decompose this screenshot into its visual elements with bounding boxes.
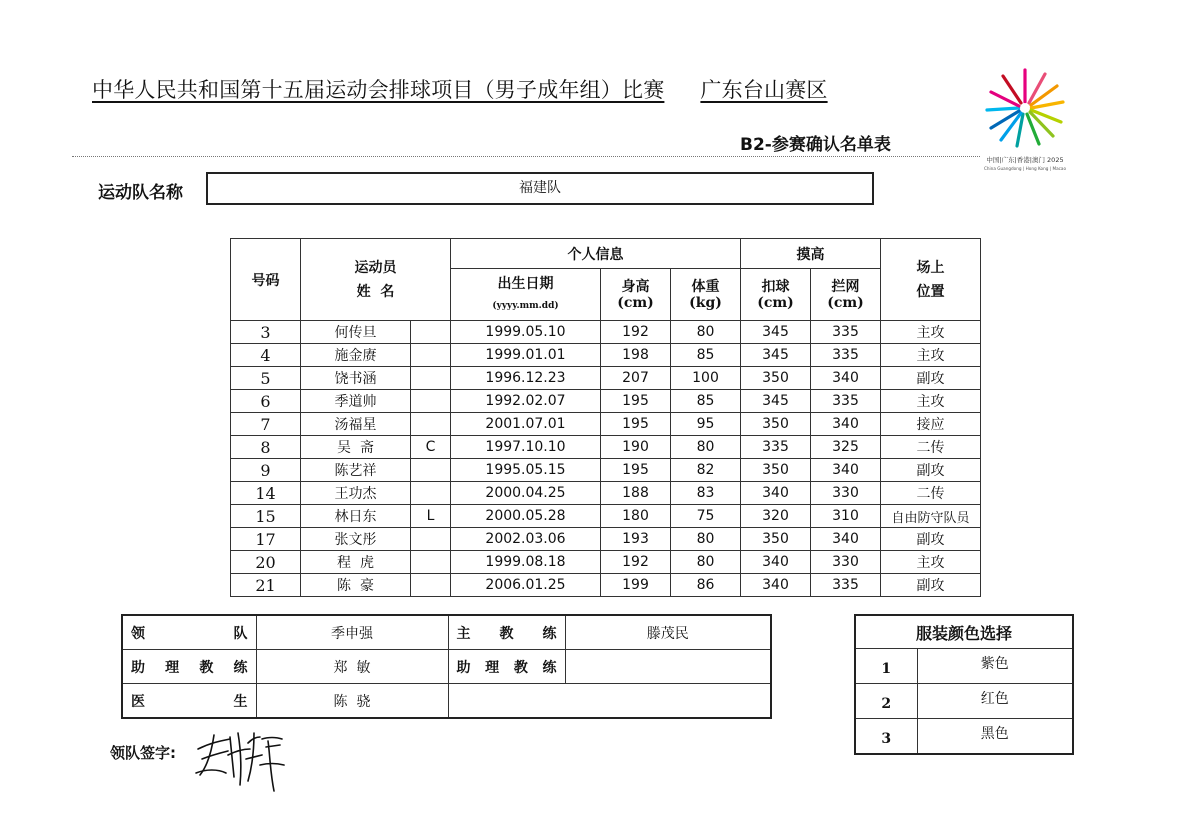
player-position: 副攻 — [881, 367, 981, 390]
assistant-coach-label: 助 理 教 练 — [122, 650, 256, 684]
player-name: 饶书涵 — [301, 367, 411, 390]
player-weight: 86 — [671, 574, 741, 597]
player-block-reach: 335 — [811, 344, 881, 367]
header-block: 拦网 (cm) — [811, 269, 881, 321]
player-height: 195 — [601, 459, 671, 482]
player-mark — [411, 459, 451, 482]
dotted-divider — [72, 156, 980, 157]
player-spike-reach: 335 — [741, 436, 811, 459]
player-height: 195 — [601, 390, 671, 413]
player-number: 7 — [231, 413, 301, 436]
player-birth-date: 1999.08.18 — [451, 551, 601, 574]
player-name: 张文彤 — [301, 528, 411, 551]
team-name-label: 运动队名称 — [98, 183, 183, 203]
player-position: 主攻 — [881, 551, 981, 574]
player-mark — [411, 528, 451, 551]
leader-name: 季申强 — [256, 615, 448, 650]
uniform-color-row — [855, 649, 1073, 684]
player-number: 3 — [231, 321, 301, 344]
player-position: 二传 — [881, 482, 981, 505]
player-position: 自由防守队员 — [881, 505, 981, 528]
header-weight: 体重 (kg) — [671, 269, 741, 321]
player-weight: 83 — [671, 482, 741, 505]
player-weight: 80 — [671, 528, 741, 551]
player-height: 190 — [601, 436, 671, 459]
head-coach-label: 主 教 练 — [448, 615, 565, 650]
table-row — [231, 574, 981, 597]
table-row — [231, 321, 981, 344]
header-reach: 摸高 — [741, 239, 881, 269]
player-height: 188 — [601, 482, 671, 505]
leader-signature-label: 领队签字: — [110, 744, 176, 762]
player-position: 接应 — [881, 413, 981, 436]
header-personal-info: 个人信息 — [451, 239, 741, 269]
player-name: 程 虎 — [301, 551, 411, 574]
player-number: 17 — [231, 528, 301, 551]
player-height: 180 — [601, 505, 671, 528]
player-name: 施金赓 — [301, 344, 411, 367]
staff-table — [121, 614, 772, 719]
player-name: 王功杰 — [301, 482, 411, 505]
logo-caption: 中国|广东|香港|澳门 2025 — [986, 156, 1064, 164]
header-spike: 扣球 (cm) — [741, 269, 811, 321]
player-block-reach: 330 — [811, 551, 881, 574]
uniform-color-row — [855, 684, 1073, 719]
uniform-color-name: 黑色 — [917, 719, 1073, 755]
player-spike-reach: 340 — [741, 482, 811, 505]
player-spike-reach: 345 — [741, 321, 811, 344]
doctor-label: 医 生 — [122, 684, 256, 719]
leader-signature — [190, 715, 300, 795]
player-mark — [411, 551, 451, 574]
player-block-reach: 335 — [811, 390, 881, 413]
assistant-coach-2-name — [565, 650, 771, 684]
table-row — [231, 459, 981, 482]
player-height: 207 — [601, 367, 671, 390]
player-weight: 80 — [671, 551, 741, 574]
uniform-color-table — [854, 614, 1074, 755]
player-mark — [411, 413, 451, 436]
logo-caption-en: China Guangdong | Hong Kong | Macao — [983, 166, 1067, 171]
table-row — [231, 344, 981, 367]
player-weight: 100 — [671, 367, 741, 390]
page-title — [92, 74, 867, 104]
staff-empty-cell — [448, 684, 771, 719]
player-weight: 85 — [671, 390, 741, 413]
player-birth-date: 1996.12.23 — [451, 367, 601, 390]
player-weight: 95 — [671, 413, 741, 436]
games-logo-icon — [975, 58, 1075, 178]
player-number: 6 — [231, 390, 301, 413]
table-row — [231, 482, 981, 505]
player-block-reach: 340 — [811, 413, 881, 436]
player-position: 主攻 — [881, 321, 981, 344]
player-block-reach: 330 — [811, 482, 881, 505]
player-weight: 82 — [671, 459, 741, 482]
uniform-color-row — [855, 719, 1073, 755]
player-birth-date: 1995.05.15 — [451, 459, 601, 482]
player-weight: 80 — [671, 321, 741, 344]
player-block-reach: 310 — [811, 505, 881, 528]
header-number: 号码 — [231, 239, 301, 321]
player-number: 9 — [231, 459, 301, 482]
form-code: B2-参赛确认名单表 — [740, 135, 891, 155]
player-mark — [411, 482, 451, 505]
doctor-name: 陈 骁 — [256, 684, 448, 719]
player-height: 198 — [601, 344, 671, 367]
header-position: 场上 位置 — [881, 239, 981, 321]
player-birth-date: 2002.03.06 — [451, 528, 601, 551]
leader-label: 领 队 — [122, 615, 256, 650]
player-spike-reach: 340 — [741, 574, 811, 597]
player-number: 4 — [231, 344, 301, 367]
header-height: 身高 (cm) — [601, 269, 671, 321]
player-weight: 85 — [671, 344, 741, 367]
uniform-color-name: 红色 — [917, 684, 1073, 719]
player-position: 副攻 — [881, 528, 981, 551]
player-birth-date: 1999.01.01 — [451, 344, 601, 367]
player-name: 陈 豪 — [301, 574, 411, 597]
player-spike-reach: 350 — [741, 413, 811, 436]
player-number: 8 — [231, 436, 301, 459]
roster-table — [230, 238, 981, 597]
player-name: 陈艺祥 — [301, 459, 411, 482]
player-spike-reach: 320 — [741, 505, 811, 528]
title-left: 中华人民共和国第十五届运动会排球项目（男子成年组）比赛 — [92, 78, 665, 102]
table-row — [231, 505, 981, 528]
player-name: 季道帅 — [301, 390, 411, 413]
header-birth-date: 出生日期 (yyyy.mm.dd) — [451, 269, 601, 321]
player-block-reach: 340 — [811, 459, 881, 482]
player-mark — [411, 321, 451, 344]
table-row — [231, 390, 981, 413]
player-birth-date: 2000.04.25 — [451, 482, 601, 505]
player-height: 192 — [601, 321, 671, 344]
header-athlete-name: 运动员 姓 名 — [301, 239, 451, 321]
uniform-color-number: 2 — [855, 684, 917, 719]
table-row — [231, 551, 981, 574]
player-height: 192 — [601, 551, 671, 574]
player-number: 5 — [231, 367, 301, 390]
player-mark — [411, 390, 451, 413]
assistant-coach-name: 郑 敏 — [256, 650, 448, 684]
head-coach-name: 滕茂民 — [565, 615, 771, 650]
player-number: 15 — [231, 505, 301, 528]
games-logo — [975, 58, 1075, 178]
uniform-color-title: 服装颜色选择 — [855, 615, 1073, 649]
player-name: 汤福星 — [301, 413, 411, 436]
team-name-field: 福建队 — [206, 172, 874, 205]
player-mark: L — [411, 505, 451, 528]
player-number: 21 — [231, 574, 301, 597]
player-mark: C — [411, 436, 451, 459]
player-weight: 75 — [671, 505, 741, 528]
uniform-color-number: 3 — [855, 719, 917, 755]
player-name: 何传旦 — [301, 321, 411, 344]
player-birth-date: 1997.10.10 — [451, 436, 601, 459]
table-row — [231, 436, 981, 459]
player-weight: 80 — [671, 436, 741, 459]
player-spike-reach: 350 — [741, 459, 811, 482]
player-name: 吴 斋 — [301, 436, 411, 459]
player-block-reach: 340 — [811, 367, 881, 390]
player-position: 二传 — [881, 436, 981, 459]
player-mark — [411, 574, 451, 597]
player-position: 副攻 — [881, 574, 981, 597]
table-row — [231, 528, 981, 551]
player-height: 199 — [601, 574, 671, 597]
player-spike-reach: 350 — [741, 367, 811, 390]
player-height: 195 — [601, 413, 671, 436]
uniform-color-number: 1 — [855, 649, 917, 684]
player-mark — [411, 367, 451, 390]
player-block-reach: 335 — [811, 321, 881, 344]
player-name: 林日东 — [301, 505, 411, 528]
player-mark — [411, 344, 451, 367]
player-height: 193 — [601, 528, 671, 551]
player-birth-date: 2006.01.25 — [451, 574, 601, 597]
title-right: 广东台山赛区 — [700, 78, 828, 102]
player-spike-reach: 345 — [741, 344, 811, 367]
player-spike-reach: 345 — [741, 390, 811, 413]
assistant-coach-2-label: 助 理 教 练 — [448, 650, 565, 684]
player-block-reach: 325 — [811, 436, 881, 459]
player-spike-reach: 350 — [741, 528, 811, 551]
player-position: 副攻 — [881, 459, 981, 482]
player-number: 14 — [231, 482, 301, 505]
player-birth-date: 2001.07.01 — [451, 413, 601, 436]
table-row — [231, 367, 981, 390]
player-position: 主攻 — [881, 344, 981, 367]
player-spike-reach: 340 — [741, 551, 811, 574]
table-row — [231, 413, 981, 436]
player-block-reach: 340 — [811, 528, 881, 551]
player-birth-date: 1992.02.07 — [451, 390, 601, 413]
uniform-color-name: 紫色 — [917, 649, 1073, 684]
player-birth-date: 1999.05.10 — [451, 321, 601, 344]
player-block-reach: 335 — [811, 574, 881, 597]
player-number: 20 — [231, 551, 301, 574]
player-position: 主攻 — [881, 390, 981, 413]
player-birth-date: 2000.05.28 — [451, 505, 601, 528]
